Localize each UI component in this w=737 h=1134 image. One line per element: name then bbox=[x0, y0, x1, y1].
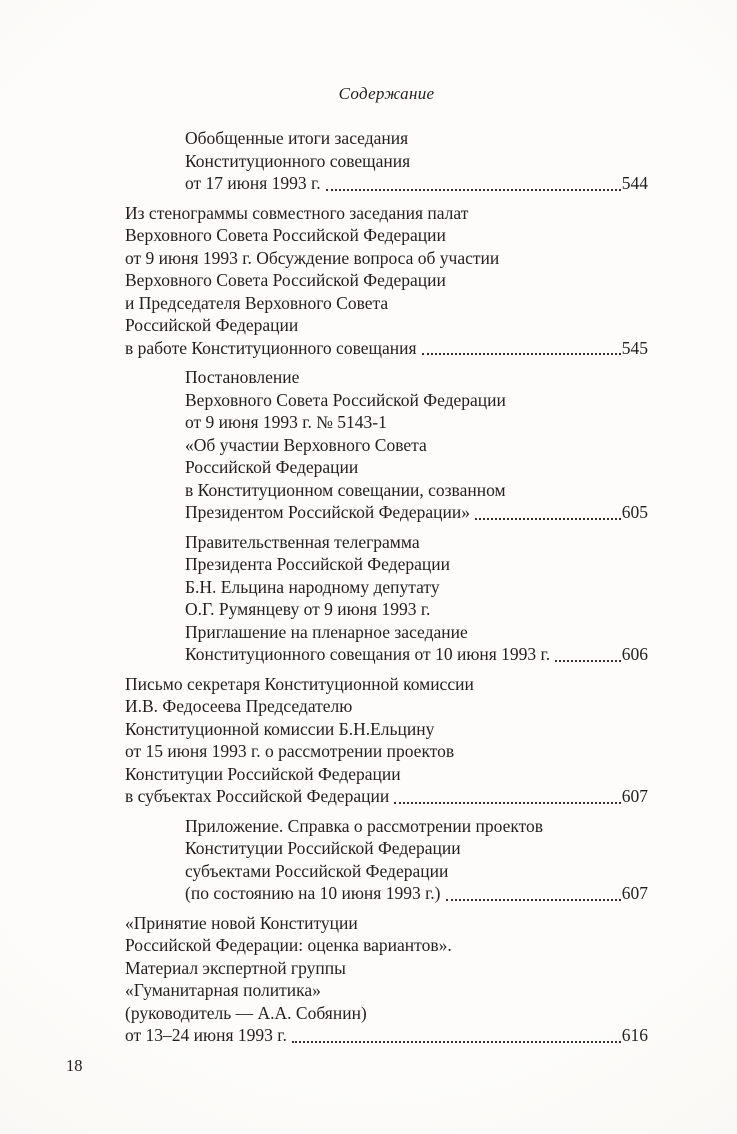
toc-line: в работе Конституционного совещания bbox=[125, 337, 417, 358]
toc-line: Российской Федерации bbox=[185, 457, 359, 477]
folio-page-number: 18 bbox=[66, 1056, 83, 1075]
toc-line: Б.Н. Ельцина народному депутату bbox=[185, 576, 440, 597]
toc-line: Российской Федерации: оценка вариантов». bbox=[125, 935, 452, 955]
toc-line: от 15 июня 1993 г. о рассмотрении проектов bbox=[125, 741, 455, 761]
toc-line: Конституционного совещания от 10 июня 1993 г. bbox=[185, 644, 551, 664]
toc-entry bbox=[125, 673, 648, 808]
toc-line: (по состоянию на 10 июня 1993 г.) bbox=[185, 883, 441, 903]
toc-line: и Председателя Верховного Совета bbox=[125, 292, 389, 313]
toc-leader-line bbox=[185, 172, 648, 195]
toc-line: Обобщенные итоги заседания bbox=[185, 128, 409, 148]
toc-line: от 17 июня 1993 г. bbox=[185, 173, 321, 193]
page-ref: 616 bbox=[621, 1025, 648, 1045]
toc-line: «Об участии Верховного Совета bbox=[185, 434, 427, 455]
toc-line: в субъектах Российской Федерации bbox=[125, 786, 390, 806]
dot-leader bbox=[394, 802, 620, 804]
toc-line: Приложение. Справка о рассмотрении проектов bbox=[185, 815, 544, 836]
toc-line: (руководитель — А.А. Собянин) bbox=[125, 1002, 367, 1023]
page-ref: 545 bbox=[621, 337, 648, 358]
toc-line: Российской Федерации bbox=[125, 315, 299, 335]
toc-leader-line bbox=[125, 785, 648, 808]
page-title: Содержание bbox=[338, 84, 435, 103]
page-ref: 607 bbox=[621, 883, 648, 903]
toc-leader-line bbox=[185, 501, 648, 524]
toc-line: Из стенограммы совместного заседания палат bbox=[125, 202, 469, 223]
toc-entry bbox=[125, 127, 648, 195]
toc-entry bbox=[125, 202, 648, 360]
toc-line: Письмо секретаря Конституционной комиссии bbox=[125, 673, 474, 694]
dot-leader bbox=[446, 899, 621, 901]
toc-line: от 9 июня 1993 г. № 5143-1 bbox=[185, 412, 387, 432]
toc-line: Верховного Совета Российской Федерации bbox=[125, 270, 446, 290]
dot-leader bbox=[475, 518, 621, 520]
page-ref: 605 bbox=[621, 502, 648, 522]
toc-line: Правительственная телеграмма bbox=[185, 531, 420, 552]
toc-line: Президента Российской Федерации bbox=[185, 554, 450, 574]
toc-line: Президентом Российской Федерации» bbox=[185, 502, 470, 522]
toc-line: от 9 июня 1993 г. Обсуждение вопроса об участии bbox=[125, 247, 500, 268]
toc-line: «Принятие новой Конституции bbox=[125, 912, 358, 933]
toc-line: Конституционного совещания bbox=[185, 150, 411, 171]
toc-line: Приглашение на пленарное заседание bbox=[185, 621, 468, 642]
toc-page bbox=[125, 84, 648, 1054]
toc-entry bbox=[125, 366, 648, 524]
page-ref: 606 bbox=[621, 644, 648, 664]
toc-leader-line bbox=[125, 337, 648, 360]
toc-line: О.Г. Румянцеву от 9 июня 1993 г. bbox=[185, 599, 431, 619]
toc-leader-line bbox=[125, 1024, 648, 1047]
toc-line: Конституции Российской Федерации bbox=[185, 838, 461, 858]
toc-entry bbox=[125, 912, 648, 1047]
toc-line: в Конституционном совещании, созванном bbox=[185, 479, 506, 500]
toc-line: Постановление bbox=[185, 367, 300, 387]
toc-line: Верховного Совета Российской Федерации bbox=[125, 225, 446, 245]
toc-line: Верховного Совета Российской Федерации bbox=[185, 389, 506, 410]
dot-leader bbox=[422, 353, 621, 355]
toc-leader-line bbox=[185, 643, 648, 666]
toc-line: Материал экспертной группы bbox=[125, 957, 346, 978]
toc-line: от 13–24 июня 1993 г. bbox=[125, 1025, 287, 1045]
toc-line: субъектами Российской Федерации bbox=[185, 860, 449, 881]
toc-line: «Гуманитарная политика» bbox=[125, 980, 321, 1000]
toc-leader-line bbox=[185, 882, 648, 905]
page-ref: 544 bbox=[621, 173, 648, 193]
toc-line: И.В. Федосеева Председателю bbox=[125, 696, 353, 716]
toc-entry bbox=[125, 815, 648, 905]
dot-leader bbox=[555, 660, 621, 662]
toc-line: Конституции Российской Федерации bbox=[125, 763, 401, 784]
toc-line: Конституционной комиссии Б.Н.Ельцину bbox=[125, 718, 435, 739]
dot-leader bbox=[326, 189, 621, 191]
dot-leader bbox=[292, 1041, 621, 1043]
page-ref: 607 bbox=[621, 786, 648, 806]
toc-entry bbox=[125, 531, 648, 666]
